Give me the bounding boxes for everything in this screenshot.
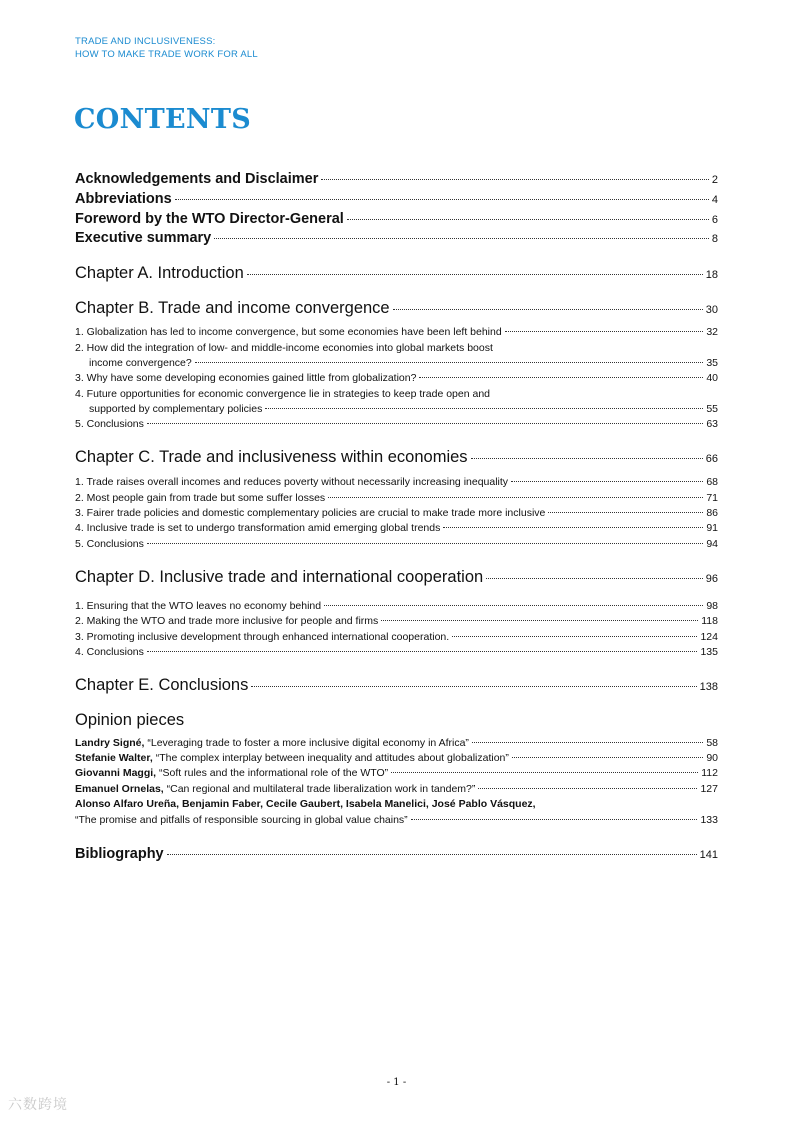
opinion-item[interactable]: Landry Signé, “Leveraging trade to foster a more inclusive digital economy in Africa” 58: [75, 737, 718, 749]
toc-chapter-e[interactable]: [75, 676, 718, 695]
opinion-author: Landry Signé,: [75, 737, 145, 749]
toc-chapter-d[interactable]: [75, 568, 718, 587]
toc-entry-page: 8: [711, 233, 718, 245]
watermark-logo: 六数跨境: [8, 1097, 68, 1113]
toc-item[interactable]: 1. Globalization has led to income convergence, but some economies have been left behind 32: [75, 326, 718, 338]
toc-entry-executive-summary[interactable]: [75, 230, 718, 246]
chapter-page: 30: [705, 304, 718, 316]
toc-item-line1[interactable]: 2. How did the integration of low- and middle-income economies into global markets boost: [75, 342, 493, 354]
toc-item[interactable]: 4. Conclusions 135: [75, 646, 718, 658]
toc-entry-label: Acknowledgements and Disclaimer: [75, 171, 319, 187]
opinion-item[interactable]: Stefanie Walter, “The complex interplay between inequality and attitudes about globalization” 90: [75, 752, 718, 764]
toc-item[interactable]: 5. Conclusions 94: [75, 538, 718, 550]
toc-entry-bibliography[interactable]: [75, 846, 718, 862]
toc-entry-abbreviations[interactable]: [75, 191, 718, 207]
opinion-authors-line: [75, 798, 536, 810]
toc-entry-label: Executive summary: [75, 230, 212, 246]
page-number: - 1 -: [386, 1077, 407, 1088]
toc-entry-page: 6: [711, 214, 718, 226]
toc-entry-page: 141: [699, 849, 718, 861]
toc-item[interactable]: 1. Ensuring that the WTO leaves no economy behind 98: [75, 600, 718, 612]
opinion-item[interactable]: “The promise and pitfalls of responsible sourcing in global value chains” 133: [75, 814, 718, 826]
opinion-title: “Soft rules and the informational role of the WTO”: [159, 767, 389, 779]
toc-item[interactable]: 4. Inclusive trade is set to undergo transformation amid emerging global trends 91: [75, 522, 718, 534]
toc-item[interactable]: 1. Trade raises overall incomes and reduces poverty without necessarily increasing inequality 68: [75, 476, 718, 488]
opinion-title: “The complex interplay between inequality and attitudes about globalization”: [155, 752, 509, 764]
toc-item[interactable]: 5. Conclusions 63: [75, 418, 718, 430]
chapter-label: Chapter B. Trade and income convergence: [75, 299, 390, 317]
toc-entry-label: Foreword by the WTO Director-General: [75, 211, 344, 227]
chapter-page: 96: [705, 573, 718, 585]
toc-item-line1[interactable]: 4. Future opportunities for economic convergence lie in strategies to keep trade open and: [75, 388, 491, 400]
toc-item[interactable]: 3. Why have some developing economies gained little from globalization? 40: [75, 372, 718, 384]
opinion-pieces-heading: Opinion pieces: [75, 711, 185, 729]
chapter-label: Chapter A. Introduction: [75, 264, 244, 282]
header-line-1: TRADE AND INCLUSIVENESS:: [75, 36, 216, 47]
chapter-label: Chapter D. Inclusive trade and international cooperation: [75, 568, 484, 586]
toc-entry-label: Abbreviations: [75, 191, 172, 207]
opinion-title: “The promise and pitfalls of responsible sourcing in global value chains”: [75, 814, 408, 826]
opinion-author: Stefanie Walter,: [75, 752, 153, 764]
toc-chapter-b[interactable]: [75, 299, 718, 318]
toc-entry-foreword[interactable]: [75, 211, 718, 227]
toc-chapter-c[interactable]: [75, 448, 718, 467]
opinion-item[interactable]: Emanuel Ornelas, “Can regional and multilateral trade liberalization work in tandem?” 127: [75, 783, 718, 795]
toc-item[interactable]: 2. Most people gain from trade but some suffer losses 71: [75, 492, 718, 504]
toc-entry-acknowledgements[interactable]: [75, 171, 718, 187]
chapter-page: 66: [705, 453, 718, 465]
toc-item[interactable]: income convergence? 35: [89, 357, 718, 369]
chapter-page: 18: [705, 269, 718, 281]
toc-item[interactable]: supported by complementary policies 55: [89, 403, 718, 415]
toc-item[interactable]: 3. Promoting inclusive development through enhanced international cooperation. 124: [75, 631, 718, 643]
opinion-author: Giovanni Maggi,: [75, 767, 157, 779]
header-line-2: HOW TO MAKE TRADE WORK FOR ALL: [75, 48, 258, 60]
chapter-page: 138: [699, 681, 718, 693]
chapter-label: Chapter C. Trade and inclusiveness within economies: [75, 448, 468, 466]
opinion-author: Alonso Alfaro Ureña, Benjamin Faber, Cecile Gaubert, Isabela Manelici, José Pablo Vásquez,: [75, 798, 536, 810]
toc-entry-label: Bibliography: [75, 846, 164, 862]
toc-item[interactable]: 2. Making the WTO and trade more inclusive for people and firms 118: [75, 615, 718, 627]
toc-chapter-a[interactable]: [75, 264, 718, 283]
page-title: CONTENTS: [74, 104, 252, 135]
opinion-author: Emanuel Ornelas,: [75, 783, 164, 795]
opinion-title: “Leveraging trade to foster a more inclusive digital economy in Africa”: [147, 737, 469, 749]
opinion-item[interactable]: Giovanni Maggi, “Soft rules and the informational role of the WTO” 112: [75, 767, 718, 779]
toc-entry-page: 4: [711, 194, 718, 206]
chapter-label: Chapter E. Conclusions: [75, 676, 249, 694]
opinion-title: “Can regional and multilateral trade liberalization work in tandem?”: [166, 783, 476, 795]
toc-item[interactable]: 3. Fairer trade policies and domestic complementary policies are crucial to make trade more inclusive 86: [75, 507, 718, 519]
toc-entry-page: 2: [711, 174, 718, 186]
running-header: [75, 36, 258, 61]
